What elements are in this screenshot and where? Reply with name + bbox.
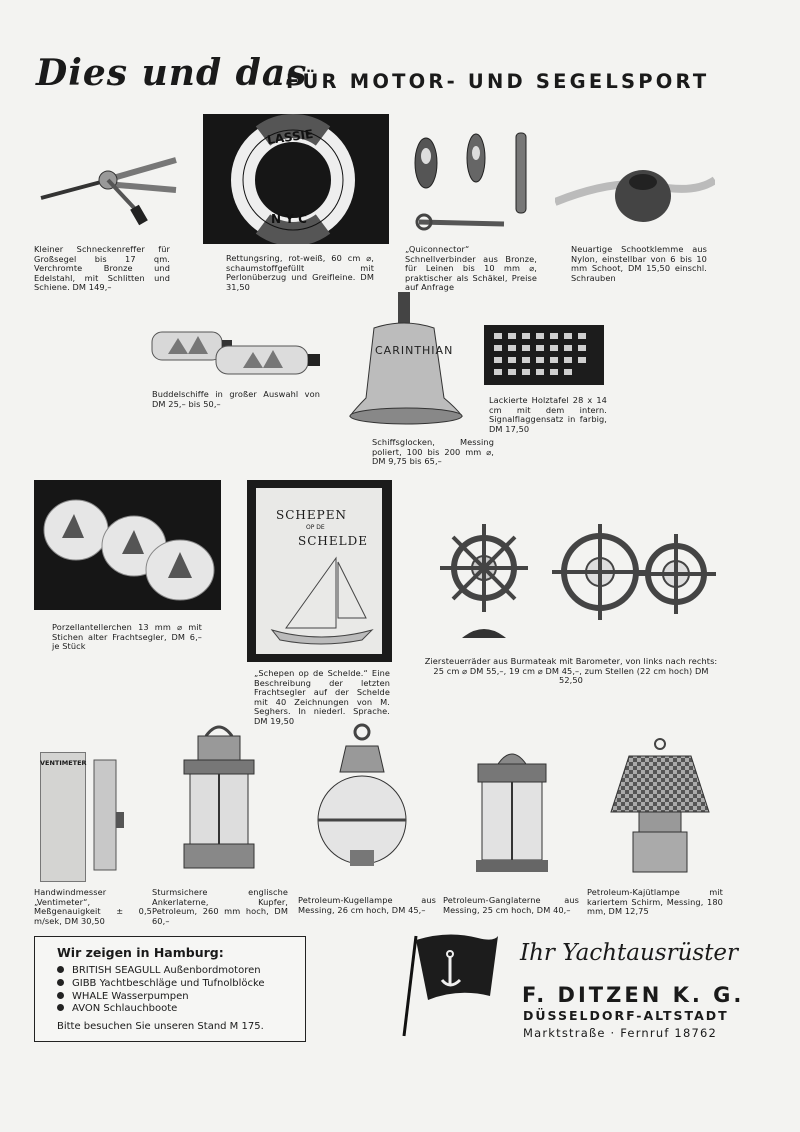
bell-photo [344, 288, 470, 430]
flagtafel-photo [484, 325, 604, 385]
bell-text: CARINTHIAN [375, 344, 454, 357]
ventimeter-device [88, 756, 128, 876]
quiconnector-caption: „Quiconnector“ Schnellverbinder aus Bronze, für Leinen bis 10 mm ⌀, praktischer als Schäkel, Preise auf Anfrage [405, 244, 537, 293]
teller-caption: Porzellantellerchen 13 mm ⌀ mit Stichen alter Frachtsegler, DM 6,– je Stück [52, 622, 202, 652]
teller-photo [34, 480, 221, 610]
ankerlaterne-caption: Sturmsichere englische Ankerlaterne, Kupfer, Petroleum, 260 mm hoch, DM 60,– [152, 887, 288, 926]
company-signature: Ihr Yachtausrüster [520, 940, 739, 966]
bullet-icon [57, 1004, 64, 1011]
ring-caption: Rettungsring, rot-weiß, 60 cm ⌀, schaumstoffgefüllt mit Perlonüberzug und Greifleine. DM 31,50 [226, 253, 374, 292]
ganglaterne-caption: Petroleum-Ganglaterne aus Messing, 25 cm hoch, DM 40,– [443, 895, 579, 915]
bullet-icon [57, 966, 64, 973]
list-item: WHALE Wasserpumpen [57, 991, 265, 1004]
hamburg-box [34, 936, 306, 1042]
company-flag-icon [398, 930, 502, 1040]
kugellampe-photo [312, 722, 412, 870]
list-item: AVON Schlauchboote [57, 1003, 265, 1016]
book-title: SCHEPEN [276, 508, 347, 522]
company-address: Marktstraße · Fernruf 18762 [523, 1026, 718, 1040]
kajuetlampe-photo [605, 738, 715, 876]
title-script: Dies und das [36, 52, 308, 94]
buch-caption: „Schepen op de Schelde.“ Eine Beschreibung der letzten Frachtsegler auf der Schelde mit 40 Zeichnungen von M. Seghers. In niederl. Sprache. DM 19,50 [254, 668, 390, 726]
hamburg-footer: Bitte besuchen Sie unseren Stand M 175. [57, 1021, 264, 1032]
buch-photo [247, 480, 392, 662]
holztafel-caption: Lackierte Holztafel 28 x 14 cm mit dem intern. Signalflaggensatz in farbig, DM 17,50 [489, 395, 607, 434]
hamburg-title: Wir zeigen in Hamburg: [57, 945, 224, 960]
klemme-photo [555, 160, 715, 226]
ventimeter-photo [40, 752, 86, 882]
windmesser-caption: Handwindmesser „Ventimeter“, Meßgenauigkeit ± 0,5 m/sek, DM 30,50 [34, 887, 152, 926]
hamburg-list [57, 965, 265, 1016]
company-name: F. DITZEN K. G. [522, 983, 745, 1007]
buddel-caption: Buddelschiffe in großer Auswahl von DM 25,– bis 50,– [152, 389, 320, 409]
steuerraeder-caption: Ziersteuerräder aus Burmateak mit Barometer, von links nach rechts: 25 cm ⌀ DM 55,–, 19 cm ⌀ DM 45,–, zum Stellen (22 cm hoch) DM 52,50 [424, 656, 718, 686]
title-caps: FÜR MOTOR- UND SEGELSPORT [286, 70, 710, 93]
book-sub: OP DE [306, 524, 325, 531]
ankerlaterne-photo [176, 718, 262, 880]
ring-photo [203, 114, 389, 244]
glocke-caption: Schiffsglocken, Messing poliert, 100 bis 200 mm ⌀, DM 9,75 bis 65,– [372, 437, 494, 467]
list-item: GIBB Yachtbeschläge und Tufnolblöcke [57, 978, 265, 991]
bullet-icon [57, 992, 64, 999]
reffer-photo [36, 150, 186, 230]
ring-label-top: LASSIE [266, 126, 315, 148]
company-city: DÜSSELDORF-ALTSTADT [523, 1008, 729, 1023]
book-title-2: SCHELDE [298, 534, 368, 548]
ganglaterne-photo [470, 744, 554, 876]
steuerraeder-photo [432, 520, 722, 642]
buddel-photo [148, 326, 324, 378]
ventimeter-label: VENTIMETER [40, 759, 87, 767]
quiconnector-photo [404, 128, 534, 238]
kajuetlampe-caption: Petroleum-Kajütlampe mit kariertem Schirm, Messing, 180 mm, DM 12,75 [587, 887, 723, 917]
kugellampe-caption: Petroleum-Kugellampe aus Messing, 26 cm hoch, DM 45,– [298, 895, 436, 915]
list-item: BRITISH SEAGULL Außenbordmotoren [57, 965, 265, 978]
ring-label-bottom: N Y C [271, 212, 307, 226]
klemme-caption: Neuartige Schootklemme aus Nylon, einstellbar von 6 bis 10 mm Schoot, DM 15,50 einschl. Schrauben [571, 244, 707, 283]
bullet-icon [57, 979, 64, 986]
reffer-caption: Kleiner Schneckenreffer für Großsegel bis 17 qm. Verchromte Bronze und Edelstahl, mit Schlitten und Schiene. DM 149,– [34, 244, 170, 293]
